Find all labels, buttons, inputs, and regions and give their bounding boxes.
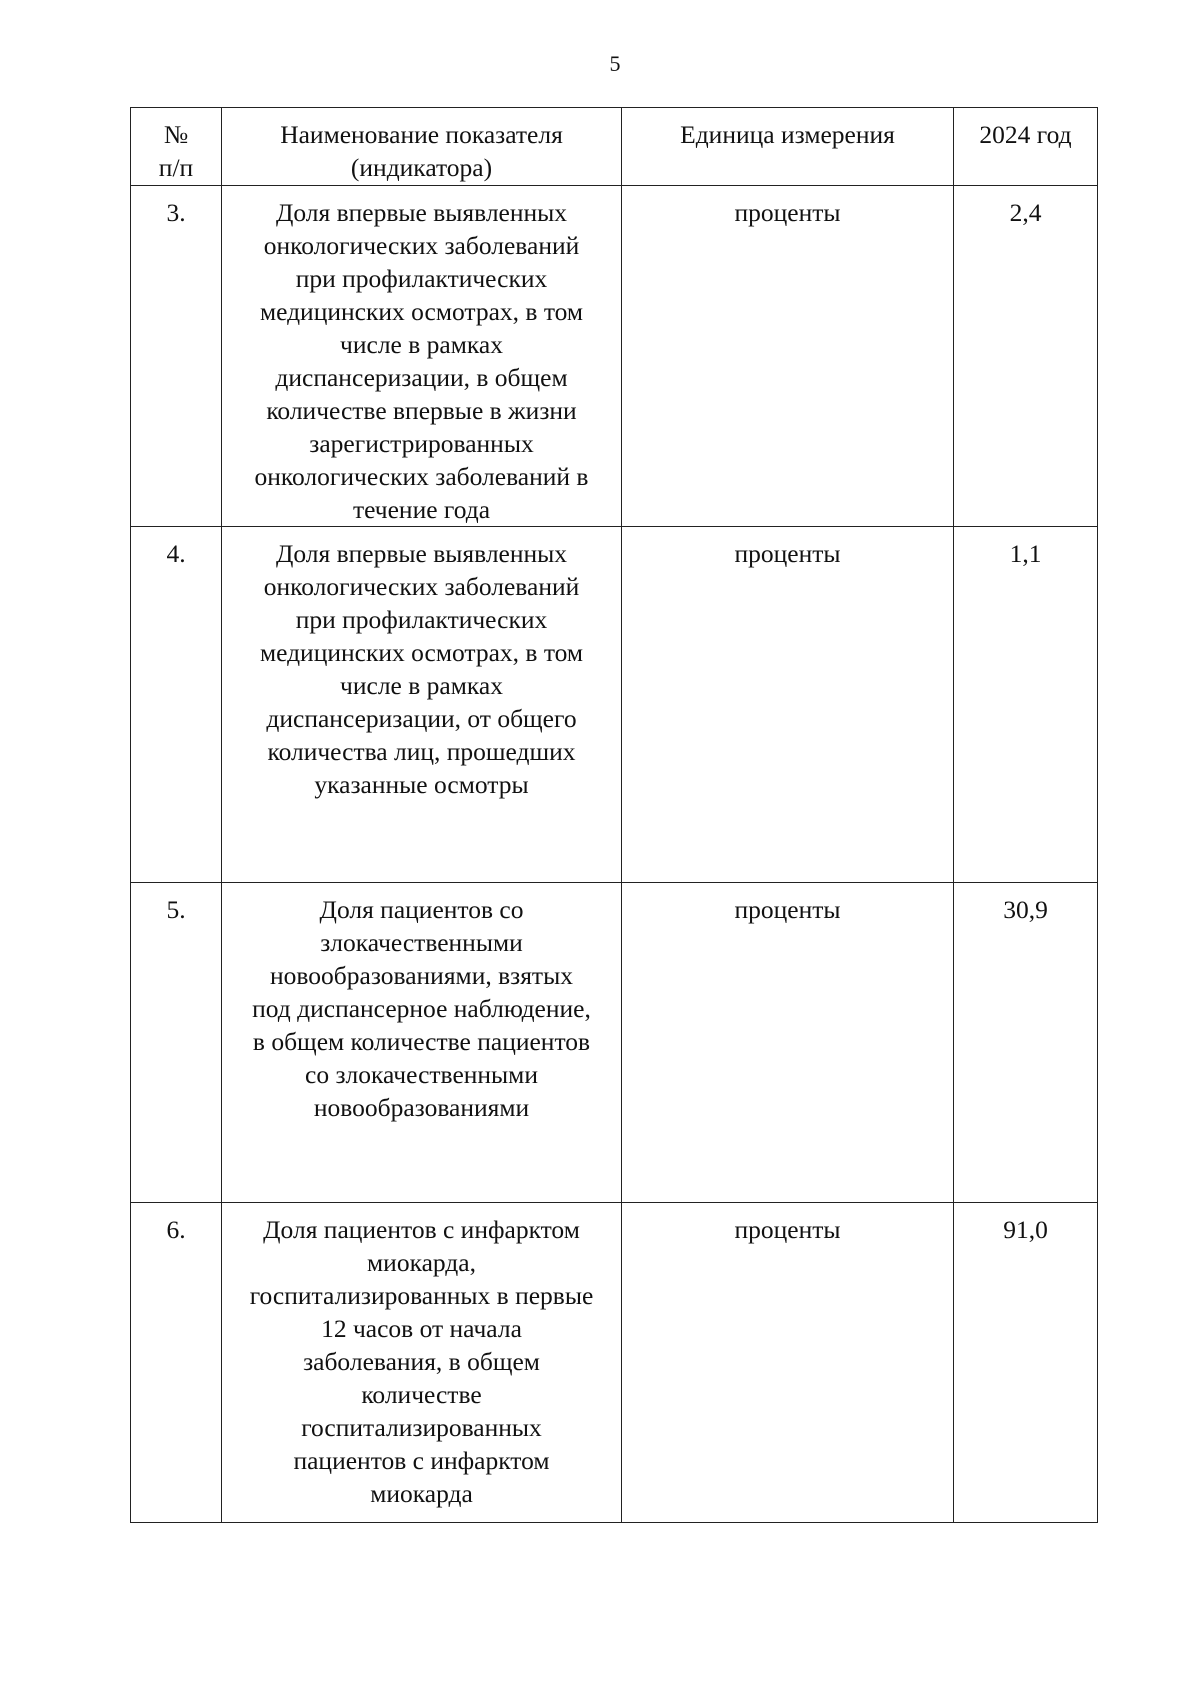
name-line: новообразованиями, взятых — [270, 961, 573, 990]
name-line: под диспансерное наблюдение, — [252, 994, 591, 1023]
name-line: числе в рамках — [340, 671, 503, 700]
header-number — [131, 108, 222, 186]
header-name-line: (индикатора) — [350, 153, 493, 182]
indicators-table — [130, 107, 1098, 1523]
table-row — [131, 186, 1098, 527]
header-number-line: п/п — [158, 153, 194, 182]
name-line: 12 часов от начала — [321, 1314, 522, 1343]
name-line: онкологических заболеваний в — [254, 462, 589, 491]
header-unit: Единица измерения — [622, 108, 954, 186]
name-line: онкологических заболеваний — [263, 231, 580, 260]
name-line: числе в рамках — [340, 330, 503, 359]
row-value: 1,1 — [954, 527, 1098, 883]
name-line: заболевания, в общем — [303, 1347, 540, 1376]
page-number: 5 — [609, 51, 621, 76]
name-line: злокачественными — [320, 928, 523, 957]
name-line: миокарда, — [367, 1248, 476, 1277]
table-header-row — [131, 108, 1098, 186]
row-indicator-name — [222, 1203, 622, 1523]
row-value: 91,0 — [954, 1203, 1098, 1523]
row-indicator-name — [222, 527, 622, 883]
header-name-line: Наименование показателя — [280, 120, 563, 149]
name-line: со злокачественными — [305, 1060, 538, 1089]
row-unit: проценты — [622, 883, 954, 1203]
name-line: количества лиц, прошедших — [267, 737, 576, 766]
name-line: онкологических заболеваний — [263, 572, 580, 601]
name-line: Доля впервые выявленных — [275, 539, 568, 568]
row-value: 30,9 — [954, 883, 1098, 1203]
name-line: госпитализированных в первые — [249, 1281, 594, 1310]
row-number: 6. — [131, 1203, 222, 1523]
header-year: 2024 год — [954, 108, 1098, 186]
name-line: течение года — [352, 495, 491, 524]
name-line: медицинских осмотрах, в том — [259, 638, 584, 667]
table-row — [131, 527, 1098, 883]
name-line: госпитализированных — [301, 1413, 542, 1442]
row-indicator-name — [222, 186, 622, 527]
name-line: при профилактических — [295, 605, 548, 634]
name-line: при профилактических — [295, 264, 548, 293]
name-line: диспансеризации, от общего — [266, 704, 577, 733]
name-line: диспансеризации, в общем — [275, 363, 568, 392]
header-number-line: № — [163, 120, 189, 149]
name-line: количестве — [361, 1380, 482, 1409]
name-line: медицинских осмотрах, в том — [259, 297, 584, 326]
name-line: Доля впервые выявленных — [275, 198, 568, 227]
row-number: 3. — [131, 186, 222, 527]
name-line: зарегистрированных — [309, 429, 534, 458]
name-line: Доля пациентов с инфарктом — [263, 1215, 580, 1244]
name-line: пациентов с инфарктом — [293, 1446, 550, 1475]
row-unit: проценты — [622, 186, 954, 527]
row-value: 2,4 — [954, 186, 1098, 527]
header-name — [222, 108, 622, 186]
table-row — [131, 1203, 1098, 1523]
name-line: Доля пациентов со — [319, 895, 524, 924]
name-line: в общем количестве пациентов — [252, 1027, 591, 1056]
name-line: новообразованиями — [313, 1093, 530, 1122]
row-unit: проценты — [622, 1203, 954, 1523]
row-indicator-name — [222, 883, 622, 1203]
table-row — [131, 883, 1098, 1203]
row-number: 5. — [131, 883, 222, 1203]
name-line: указанные осмотры — [314, 770, 529, 799]
name-line: миокарда — [370, 1479, 473, 1508]
row-number: 4. — [131, 527, 222, 883]
row-unit: проценты — [622, 527, 954, 883]
name-line: количестве впервые в жизни — [266, 396, 577, 425]
